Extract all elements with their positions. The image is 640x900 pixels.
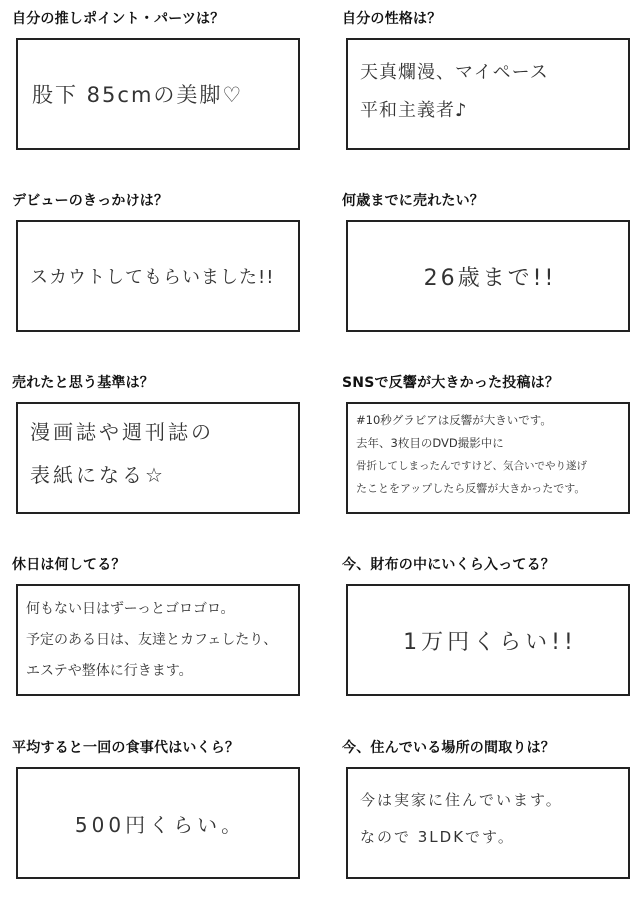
answer-text: 予定のある日は、友達とカフェしたり、 xyxy=(26,632,278,648)
question-label: 休日は何してる？ xyxy=(12,557,126,573)
answer-text: 漫画誌や週刊誌の xyxy=(30,420,214,444)
answer-text: 天真爛漫、マイペース xyxy=(360,62,549,83)
answer-text: 去年、3枚目のDVD撮影中に xyxy=(356,436,504,450)
question-label: 何歳までに売れたい？ xyxy=(342,193,484,209)
answer-box xyxy=(346,38,630,150)
answer-text: 1万円くらい!! xyxy=(403,629,577,655)
answer-box xyxy=(16,767,300,879)
answer-text: 今は実家に住んでいます。 xyxy=(360,791,563,809)
question-label: 今、住んでいる場所の間取りは？ xyxy=(342,740,555,756)
answer-box xyxy=(346,767,630,879)
answer-text: なので 3LDKです。 xyxy=(360,828,515,846)
answer-box xyxy=(16,220,300,332)
question-label: デビューのきっかけは？ xyxy=(12,193,169,209)
answer-text: 骨折してしまったんですけど、気合いでやり遂げ xyxy=(356,460,587,472)
answer-text: 26歳まで!! xyxy=(423,265,557,291)
answer-box xyxy=(346,402,630,514)
question-label: 自分の推しポイント・パーツは？ xyxy=(12,11,225,27)
answer-text: 表紙になる☆ xyxy=(30,463,166,487)
question-label: SNSで反響が大きかった投稿は？ xyxy=(342,375,560,391)
answer-text: 500円くらい。 xyxy=(74,812,246,837)
answer-text: スカウトしてもらいました!! xyxy=(30,267,275,288)
answer-box xyxy=(346,584,630,696)
answer-box xyxy=(346,220,630,332)
answer-text: 何もない日はずーっとゴロゴロ。 xyxy=(26,601,235,617)
question-label: 自分の性格は？ xyxy=(342,11,442,27)
answer-text: 股下 85cmの美脚♡ xyxy=(32,83,244,107)
answer-text: 平和主義者♪ xyxy=(360,100,468,121)
answer-box xyxy=(16,402,300,514)
answer-box xyxy=(16,38,300,150)
question-label: 売れたと思う基準は？ xyxy=(12,375,154,391)
answer-text: #10秒グラビアは反響が大きいです。 xyxy=(356,413,552,427)
answer-text: たことをアップしたら反響が大きかったです。 xyxy=(356,482,586,495)
answer-text: エステや整体に行きます。 xyxy=(26,663,193,679)
question-label: 今、財布の中にいくら入ってる？ xyxy=(342,557,555,573)
question-label: 平均すると一回の食事代はいくら？ xyxy=(12,740,240,756)
answer-box xyxy=(16,584,300,696)
